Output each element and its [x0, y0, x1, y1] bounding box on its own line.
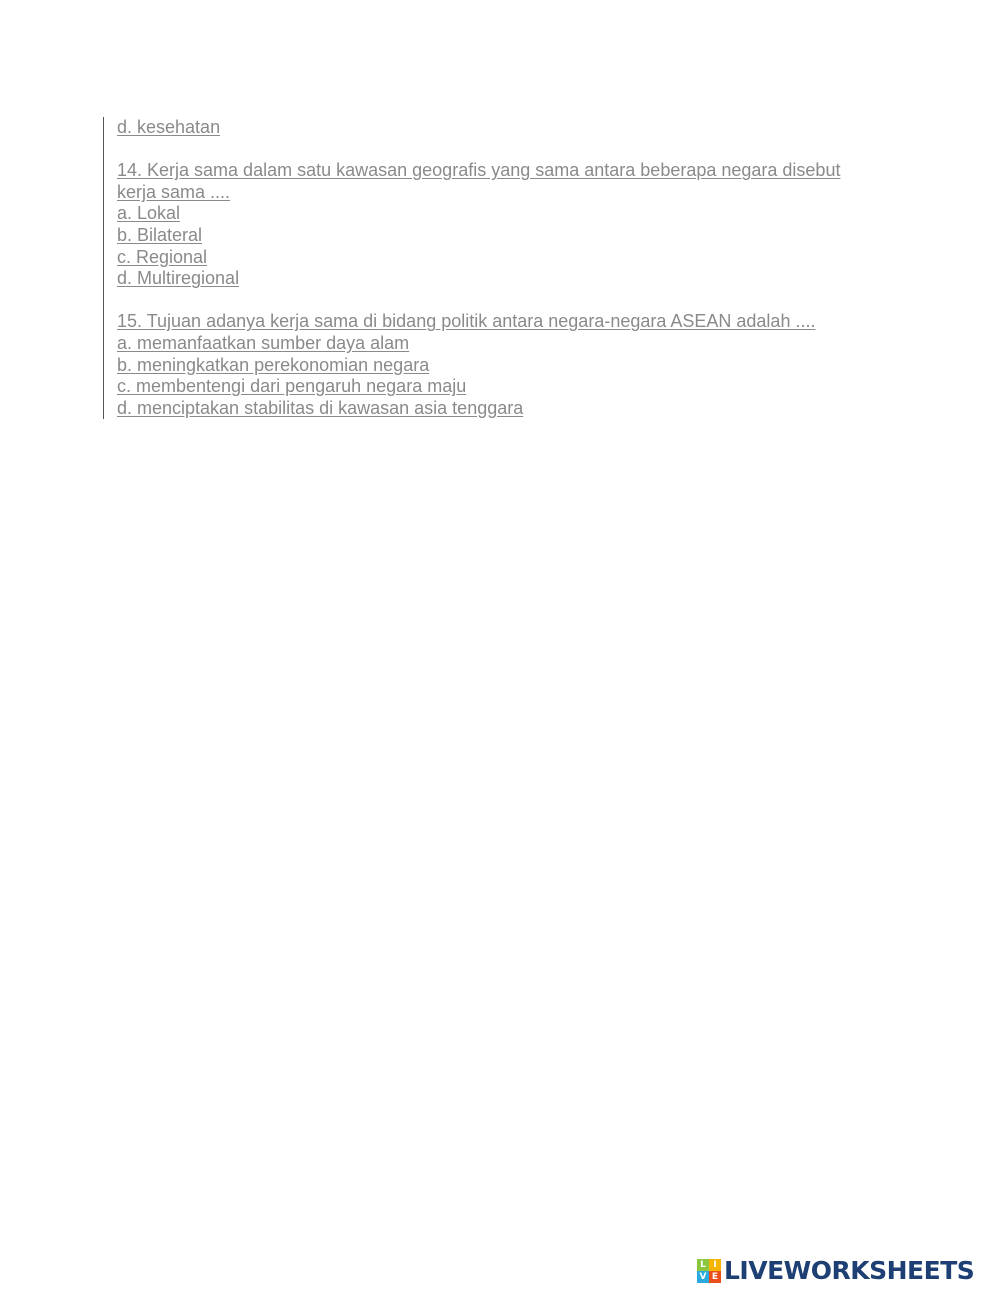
logo-mark-letter-i: I [709, 1259, 721, 1271]
question-15-option-b: b. meningkatkan perekonomian negara [117, 354, 430, 375]
question-15-option-c: c. membentengi dari pengaruh negara maju [117, 376, 467, 397]
question-15-option-a: a. memanfaatkan sumber daya alam [117, 332, 410, 353]
paragraph-gap [117, 290, 887, 312]
liveworksheets-logo [697, 1256, 974, 1286]
logo-mark-letter-v: V [697, 1271, 709, 1283]
question-text-block [117, 117, 887, 419]
question-14-option-d: d. Multiregional [117, 268, 240, 289]
logo-wordmark: LIVEWORKSHEETS [724, 1256, 975, 1285]
question-14-option-b: b. Bilateral [117, 224, 203, 245]
question-14-option-a: a. Lokal [117, 203, 181, 224]
logo-mark-letter-l: L [697, 1259, 709, 1271]
question-14-text-line-1: 14. Kerja sama dalam satu kawasan geografis yang sama antara beberapa negara disebut [117, 160, 841, 181]
question-15-text: 15. Tujuan adanya kerja sama di bidang politik antara negara-negara ASEAN adalah .... [117, 311, 816, 332]
question-14-text-line-2: kerja sama .... [117, 181, 231, 202]
question-14-option-c: c. Regional [117, 246, 208, 267]
option-d-kesehatan: d. kesehatan [117, 117, 221, 137]
logo-mark-letter-e: E [709, 1271, 721, 1283]
question-15-option-d: d. menciptakan stabilitas di kawasan asia tenggara [117, 397, 524, 418]
live-mark-icon [697, 1259, 721, 1283]
revision-bar [103, 117, 104, 419]
paragraph-gap [117, 139, 887, 161]
